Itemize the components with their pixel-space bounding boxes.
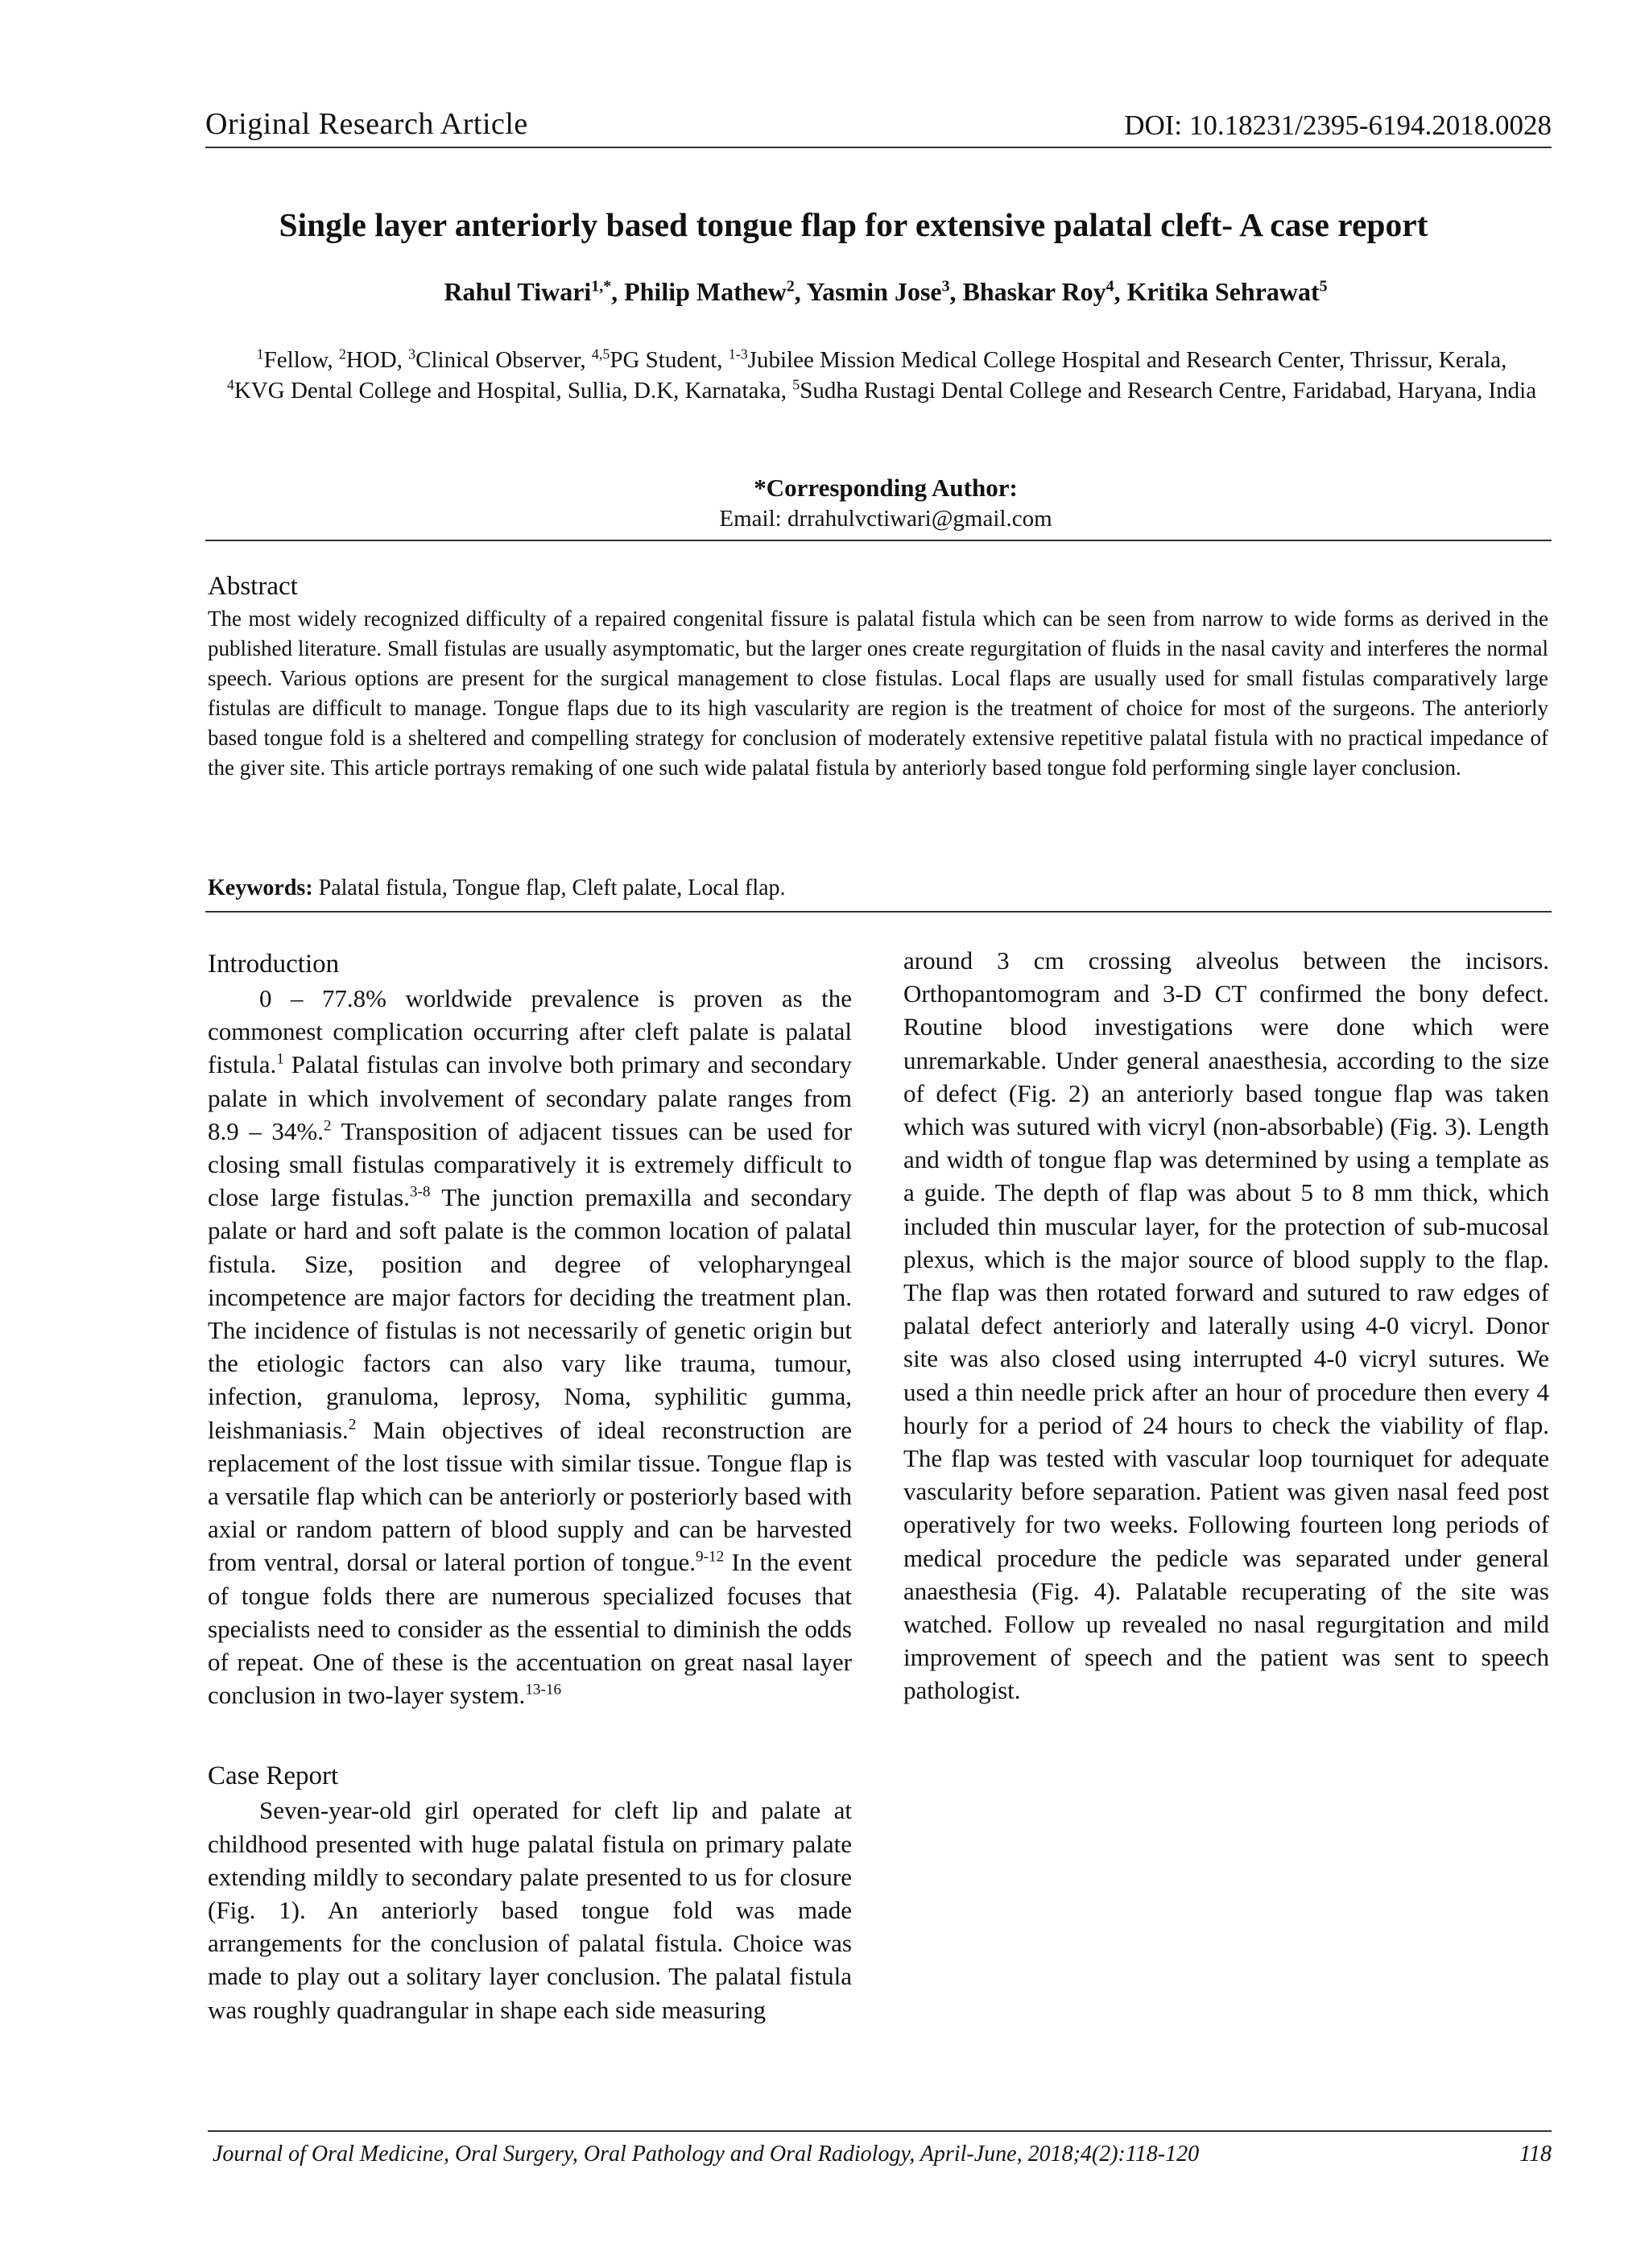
introduction-heading: Introduction <box>208 950 340 979</box>
affiliation-text: Clinical Observer, <box>415 347 592 373</box>
affiliation-mark: 4 <box>226 376 234 393</box>
case-report-paragraph: Seven-year-old girl operated for cleft lip and palate at childhood presented with huge palatal fistula on primary palate extending mildly to secondary palate presented to us for closure (Fig. 1). An anteriorly based tongue fold was made arrangements for the conclusion of palatal fistula. Choice was made to play out a solitary layer conclusion. The palatal fistula was roughly quadrangular in shape each side measuring <box>208 1796 852 2024</box>
introduction-text: The junction premaxilla and secondary palate or hard and soft palate is the common location of palatal fistula. Size, position and degree of velopharyngeal incompetence are major factors for deciding the treatment plan. The incidence of fistulas is not necessarily of genetic origin but the etiologic factors can also vary like trauma, tumour, infection, granuloma, leprosy, Noma, syphilitic gumma, leishmaniasis. <box>208 1183 852 1444</box>
divider <box>205 911 1552 913</box>
keywords-label: Keywords: <box>208 875 313 900</box>
citation-mark: 2 <box>323 1117 332 1135</box>
running-header <box>205 100 1552 148</box>
affiliation-mark: 5 <box>792 376 800 393</box>
affiliation-text: Fellow, <box>263 347 339 373</box>
affiliation-text: Jubilee Mission Medical College Hospital and Research Center, Thrissur, Kerala, <box>747 347 1507 373</box>
page-footer <box>208 2130 1552 2172</box>
author-name: Bhaskar Roy <box>962 277 1106 306</box>
citation-mark: 3-8 <box>409 1183 431 1201</box>
affiliation-text: KVG Dental College and Hospital, Sullia, D.K, Karnataka, <box>234 378 793 404</box>
affiliation-mark: 1 <box>256 346 264 362</box>
case-report-continuation: around 3 cm crossing alveolus between the incisors. Orthopantomogram and 3-D CT confirmed the bony defect. Routine blood investigations were done which were unremarkable. Under general anaesthesia, according to the size of defect (Fig. 2) an anteriorly based tongue flap was taken which was sutured with vicryl (non-absorbable) (Fig. 3). Length and width of tongue flap was determined by using a template as a guide. The depth of flap was about 5 to 8 mm thick, which included thin muscular layer, for the protection of sub-mucosal plexus, which is the major source of blood supply to the flap. The flap was then rotated forward and sutured to raw edges of palatal defect anteriorly and laterally using 4-0 vicryl. Donor site was also closed using interrupted 4-0 vicryl sutures. We used a thin needle prick after an hour of procedure then every 4 hourly for a period of 24 hours to check the viability of flap. The flap was tested with vascular loop tourniquet for adequate vascularity before separation. Patient was given nasal feed post operatively for two weeks. Following fourteen long periods of medical procedure the pedicle was separated under general anaesthesia (Fig. 4). Palatable recuperating of the site was watched. Follow up revealed no nasal regurgitation and mild improvement of speech and the patient was sent to speech pathologist. <box>903 946 1549 1705</box>
author-affiliation-mark: 3 <box>941 277 950 296</box>
journal-citation: Journal of Oral Medicine, Oral Surgery, Oral Pathology and Oral Radiology, April-June, 2018;4(2):118-120 <box>213 2142 1200 2167</box>
introduction-text: Palatal fistulas can involve both primary and secondary palate in which involvement of secondary palate ranges from 8.9 – 34%. <box>208 1050 852 1145</box>
right-column <box>903 944 1549 1707</box>
introduction-text: Transposition of adjacent tissues can be used for closing small fistulas comparatively it is extremely difficult to close large fistulas. <box>208 1116 852 1212</box>
citation-mark: 1 <box>276 1051 284 1069</box>
affiliation-mark: 3 <box>408 346 416 362</box>
page-number: 118 <box>1519 2142 1552 2167</box>
keywords-text: Palatal fistula, Tongue flap, Cleft palate, Local flap. <box>312 875 786 900</box>
corresponding-email: Email: drrahulvctiwari@gmail.com <box>719 506 1052 532</box>
citation-mark: 13-16 <box>525 1681 562 1699</box>
author-separator: , <box>949 277 963 306</box>
article-type: Original Research Article <box>205 107 528 141</box>
author-name: Rahul Tiwari <box>444 277 592 306</box>
introduction-paragraph <box>208 982 852 1711</box>
author-name: Yasmin Jose <box>806 277 942 306</box>
introduction-text: Main objectives of ideal reconstruction are replacement of the lost tissue with similar tissue. Tongue flap is a versatile flap which can be anteriorly or posteriorly based with axial or random pattern of blood supply and can be harvested from ventral, dorsal or lateral portion of tongue. <box>208 1415 852 1577</box>
author-separator: , <box>611 277 625 306</box>
affiliation-mark: 1-3 <box>728 346 748 362</box>
doi: DOI: 10.18231/2395-6194.2018.0028 <box>1124 110 1552 141</box>
author-name: Kritika Sehrawat <box>1126 277 1320 306</box>
article-title: Single layer anteriorly based tongue flap for extensive palatal cleft- A case report <box>279 206 1428 243</box>
affiliation-mark: 2 <box>338 346 346 362</box>
introduction-text: 0 – 77.8% worldwide prevalence is proven as the commonest complication occurring after cleft palate is palatal fistula. <box>208 984 852 1079</box>
author-list <box>185 277 1586 307</box>
author-affiliation-mark: 5 <box>1319 277 1328 296</box>
affiliation-text: PG Student, <box>610 347 729 373</box>
left-column <box>208 948 852 2026</box>
affiliation-mark: 4,5 <box>591 346 610 362</box>
affiliation-text: HOD, <box>345 347 409 373</box>
introduction-text: In the event of tongue folds there are numerous specialized focuses that specialists need to consider as the essential to diminish the odds of repeat. One of these is the accentuation on great nasal layer conclusion in two-layer system. <box>208 1548 853 1710</box>
affiliation-text: Sudha Rustagi Dental College and Research Centre, Faridabad, Haryana, India <box>800 378 1537 404</box>
case-report-heading: Case Report <box>208 1761 339 1791</box>
author-affiliation-mark: 4 <box>1106 277 1114 296</box>
keywords <box>208 875 1548 901</box>
affiliations <box>225 345 1538 406</box>
author-affiliation-mark: 1,* <box>591 277 612 296</box>
author-name: Philip Mathew <box>624 277 787 306</box>
divider <box>205 540 1552 541</box>
abstract-heading: Abstract <box>208 572 298 601</box>
author-separator: , <box>1114 277 1127 306</box>
abstract-text: The most widely recognized difficulty of a repaired congenital fissure is palatal fistula which can be seen from narrow to wide forms as derived in the published literature. Small fistulas are usually asymptomatic, but the larger ones create regurgitation of fluids in the nasal cavity and interferes the normal speech. Various options are present for the surgical management to close fistulas. Local flaps are usually used for small fistulas comparatively large fistulas are difficult to manage. Tongue flaps due to its high vascularity are region is the treatment of choice for most of the surgeons. The anteriorly based tongue fold is a sheltered and compelling strategy for conclusion of moderately extensive repetitive palatal fistula with no practical impedance of the giver site. This article portrays remaking of one such wide palatal fistula by anteriorly based tongue fold performing single layer conclusion. <box>208 606 1548 780</box>
author-affiliation-mark: 2 <box>786 277 795 296</box>
corresponding-author-label: *Corresponding Author: <box>754 474 1018 502</box>
author-separator: , <box>794 277 807 306</box>
citation-mark: 9-12 <box>695 1549 725 1566</box>
citation-mark: 2 <box>348 1416 357 1434</box>
